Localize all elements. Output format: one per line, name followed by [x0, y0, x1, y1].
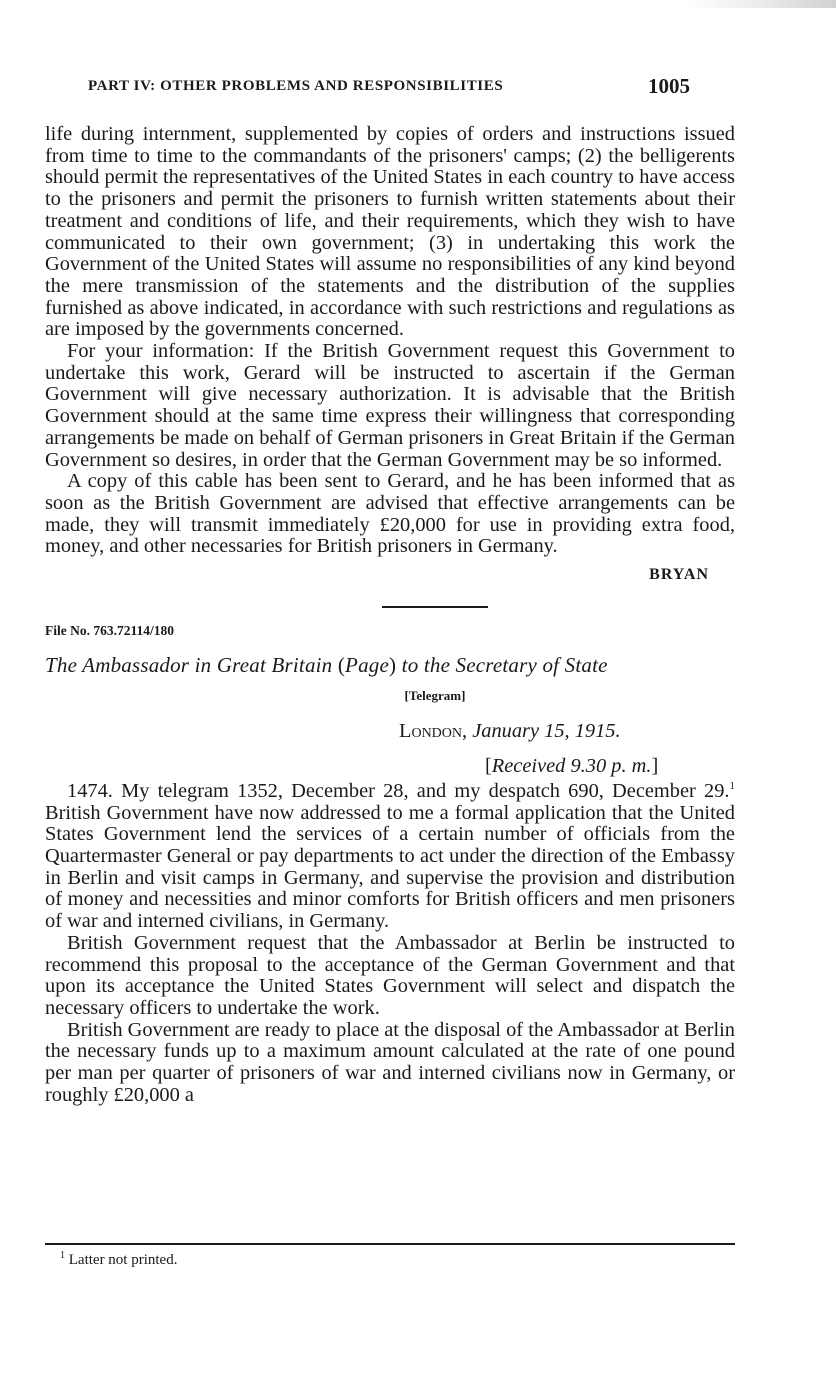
continuation-paragraph-2: For your information: If the British Government request this Government to undertake this work, Gerard will be instructed to ascertain if the German Government will give necessary authorization. It is advisable that the British Government should at the same time express their willingness that corresponding arrangements be made on behalf of German prisoners in Great Britain if the German Government so desires, in order that the German Government may be so informed.: [45, 340, 735, 471]
telegram-paragraph-1-b: British Government have now addressed to me a formal application that the United States Government lend the services of a certain number of officials from the Quartermaster General or pay departments to act under the direction of the Embassy in Berlin and visit camps in Germany, and supervise the provision and distribution of money and necessities and minor comforts for British officers and men prisoners of war and interned civilians, in Germany.: [45, 801, 735, 933]
footnote-text: Latter not printed.: [68, 1252, 178, 1268]
received-line: [45, 755, 735, 777]
section-divider: [382, 606, 488, 608]
file-number: File No. 763.72114/180: [45, 622, 174, 638]
heading-part-a: The Ambassador in Great Britain: [45, 653, 338, 678]
telegram-paragraph-1: [45, 781, 735, 933]
continuation-paragraph-1: life during internment, supplemented by copies of orders and instructions issued from time to time to the commandants of the prisoners' camps; (2) the belligerents should permit the representatives of the United States in each country to have access to the prisoners and permit the prisoners to furnish written statements about their treatment and conditions of life, and their requirements, which they wish to have communicated to their own government; (3) in undertaking this work the Government of the United States will assume no responsibilities of any kind beyond the mere transmission of the statements and the distribution of the supplies furnished as above indicated, in accordance with such restrictions and regulations as are imposed by the governments concerned.: [45, 123, 735, 341]
heading-name: Page: [345, 653, 389, 678]
telegram-paragraph-2: British Government request that the Ambassador at Berlin be instructed to recommend this proposal to the acceptance of the German Government and that upon its acceptance the United States Government will select and dispatch the necessary officers to undertake the work.: [45, 931, 735, 1019]
dateline: [45, 720, 735, 742]
signature: BRYAN: [649, 566, 709, 584]
footnote-reference: 1: [729, 780, 735, 793]
dateline-date: January 15, 1915.: [472, 719, 621, 742]
dateline-place: London,: [399, 719, 468, 742]
telegram-paragraph-1-a: 1474. My telegram 1352, December 28, and my despatch 690, December 29.: [67, 779, 730, 802]
continuation-paragraph-3: A copy of this cable has been sent to Gerard, and he has been informed that as soon as the British Government are advised that effective arrangements can be made, they will transmit immediately £20,000 for use in providing extra food, money, and other necessaries for British prisoners in Germany.: [45, 470, 735, 558]
received-bracket-close: ]: [651, 754, 659, 777]
telegram-label: [Telegram]: [404, 688, 466, 704]
heading-paren-close: ): [389, 653, 397, 678]
heading-part-b: to the Secretary of State: [396, 653, 608, 678]
received-bracket-open: [: [485, 754, 492, 777]
scan-edge-speckle: [686, 0, 836, 8]
heading-paren-open: (: [337, 653, 346, 678]
footnote-rule: [45, 1243, 735, 1245]
footnote-marker: 1: [60, 1250, 65, 1261]
page-number: 1005: [648, 74, 690, 98]
running-title: PART IV: OTHER PROBLEMS AND RESPONSIBILITIES: [88, 78, 504, 94]
text-column: [45, 124, 735, 1106]
received-time: Received 9.30 p. m.: [491, 754, 652, 777]
footnote: [60, 1252, 177, 1269]
document-heading: [45, 655, 735, 677]
telegram-paragraph-3: British Government are ready to place at the disposal of the Ambassador at Berlin the necessary funds up to a maximum amount calculated at the rate of one pound per man per quarter of prisoners of war and interned civilians now in Germany, or roughly £20,000 a: [45, 1018, 735, 1106]
